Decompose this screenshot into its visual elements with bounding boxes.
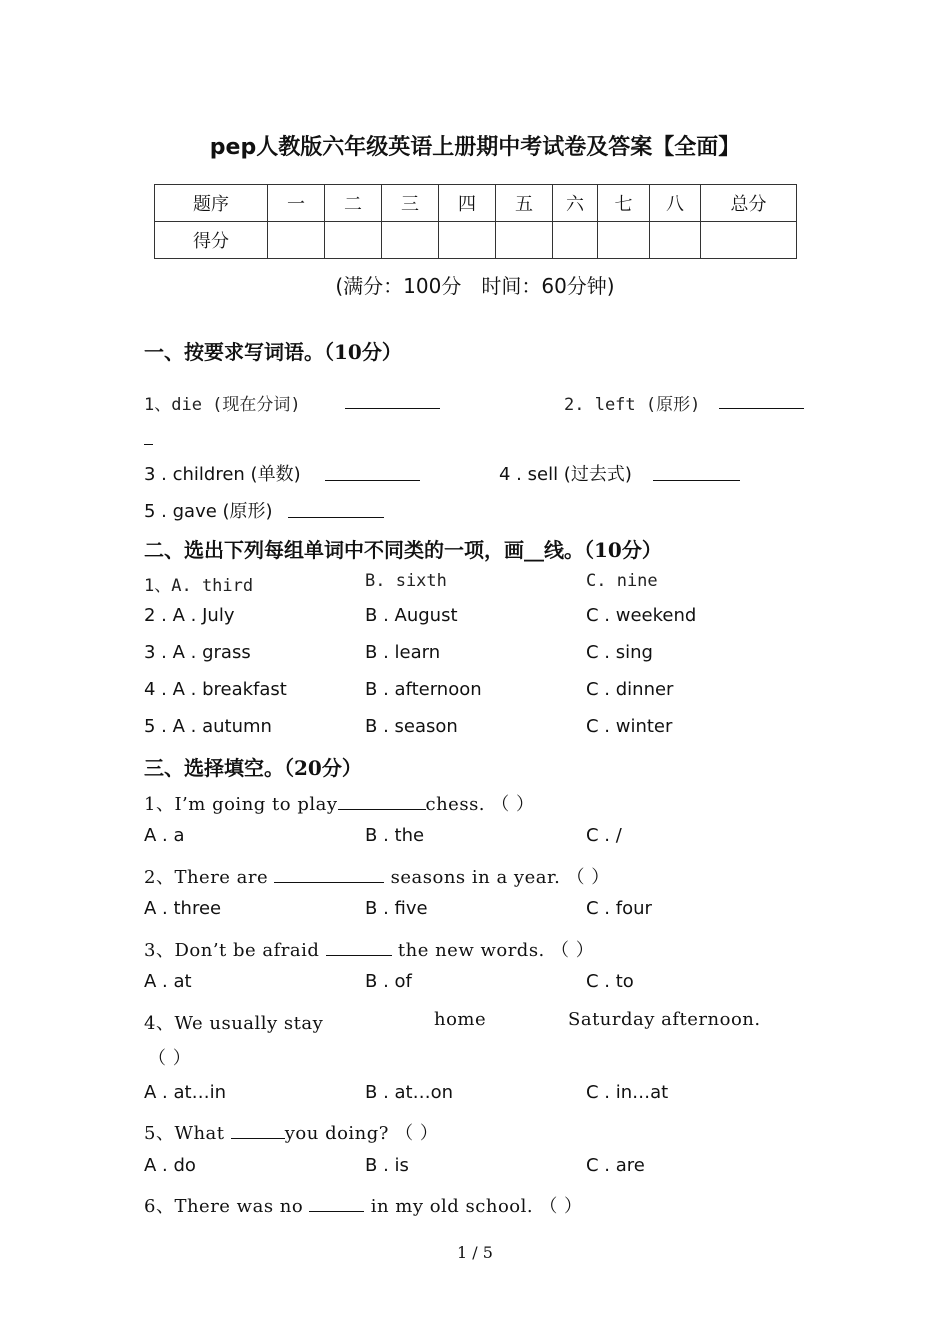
s3-q5-option-c: C . are bbox=[586, 1155, 645, 1176]
s2-row5-option-a: 5 . A . autumn bbox=[144, 716, 272, 737]
s3-q1-text bbox=[144, 790, 534, 816]
s1-q4-answer-blank[interactable] bbox=[653, 464, 740, 481]
s3-q5-text-post: you doing? （ ） bbox=[284, 1123, 439, 1144]
score-header-cell: 一 bbox=[268, 185, 325, 222]
exam-subtitle: (满分：100分 时间：60分钟) bbox=[335, 274, 615, 298]
score-header-cell: 二 bbox=[325, 185, 382, 222]
score-cell[interactable] bbox=[382, 222, 439, 259]
s3-q6-text-pre: 6、There was no bbox=[144, 1196, 304, 1217]
s2-row1-option-c: C. nine bbox=[586, 571, 658, 591]
s3-q4-answer-paren[interactable]: （ ） bbox=[148, 1048, 192, 1069]
s3-q6-blank[interactable] bbox=[309, 1195, 364, 1212]
score-header-cell: 三 bbox=[382, 185, 439, 222]
s1-q1-answer-blank[interactable] bbox=[345, 392, 440, 409]
s3-q3-blank[interactable] bbox=[326, 939, 392, 956]
s2-row2-option-a: 2 . A . July bbox=[144, 605, 235, 626]
s3-q3-text-post: the new words. （ ） bbox=[397, 940, 595, 961]
s2-row1-option-a: 1、A. third bbox=[144, 576, 254, 596]
s2-row3-option-a: 3 . A . grass bbox=[144, 642, 251, 663]
s3-q5-blank[interactable] bbox=[231, 1122, 285, 1139]
score-cell[interactable] bbox=[553, 222, 598, 259]
s3-q1-option-c: C . / bbox=[586, 825, 622, 846]
s2-row4-option-b: B . afternoon bbox=[365, 679, 482, 700]
s2-row3-option-b: B . learn bbox=[365, 642, 441, 663]
s3-q3-option-a: A . at bbox=[144, 971, 192, 992]
score-cell[interactable] bbox=[598, 222, 650, 259]
s3-q3-text bbox=[144, 936, 594, 962]
score-cell[interactable] bbox=[325, 222, 382, 259]
score-header-cell: 总分 bbox=[701, 185, 797, 222]
s3-q3-option-c: C . to bbox=[586, 971, 634, 992]
s2-row5-option-b: B . season bbox=[365, 716, 458, 737]
s1-q3-answer-blank[interactable] bbox=[325, 464, 420, 481]
score-header-cell: 七 bbox=[598, 185, 650, 222]
s3-q3-option-b: B . of bbox=[365, 971, 412, 992]
score-table-header-row bbox=[155, 185, 797, 222]
s1-q2-blank-wrap bbox=[144, 430, 153, 445]
s3-q2-blank[interactable] bbox=[274, 866, 384, 883]
score-table-score-row bbox=[155, 222, 797, 259]
s2-row2-option-c: C . weekend bbox=[586, 605, 697, 626]
section3-heading: 三、选择填空。（20分） bbox=[144, 756, 362, 780]
s3-q1-text-post: chess. （ ） bbox=[425, 794, 535, 815]
s3-q2-option-a: A . three bbox=[144, 898, 222, 919]
s3-q4-text-a: 4、We usually stay bbox=[144, 1013, 324, 1034]
s3-q1-option-b: B . the bbox=[365, 825, 425, 846]
s2-row5-option-c: C . winter bbox=[586, 716, 673, 737]
s3-q4-blank-2[interactable] bbox=[490, 1012, 554, 1028]
s2-row4-option-c: C . dinner bbox=[586, 679, 674, 700]
score-cell[interactable] bbox=[268, 222, 325, 259]
s3-q1-text-pre: 1、I’m going to play bbox=[144, 794, 338, 815]
score-cell[interactable] bbox=[650, 222, 701, 259]
s3-q1-option-a: A . a bbox=[144, 825, 185, 846]
s3-q4-option-b: B . at…on bbox=[365, 1082, 454, 1103]
s3-q4-text-c: Saturday afternoon. bbox=[568, 1009, 761, 1030]
score-header-cell: 六 bbox=[553, 185, 598, 222]
s1-q2-answer-blank[interactable] bbox=[719, 392, 804, 409]
score-header-cell: 题序 bbox=[155, 185, 268, 222]
section1-heading: 一、按要求写词语。（10分） bbox=[144, 340, 402, 364]
s3-q4-option-c: C . in…at bbox=[586, 1082, 669, 1103]
s1-question-1: 1、die (现在分词) bbox=[144, 395, 301, 415]
s2-row4-option-a: 4 . A . breakfast bbox=[144, 679, 287, 700]
score-cell[interactable] bbox=[439, 222, 496, 259]
s3-q4-option-a: A . at…in bbox=[144, 1082, 226, 1103]
s3-q4-blank-1[interactable] bbox=[360, 1012, 420, 1028]
s3-q2-option-c: C . four bbox=[586, 898, 652, 919]
score-header-cell: 四 bbox=[439, 185, 496, 222]
s3-q4-text-b: home bbox=[434, 1009, 487, 1030]
score-cell[interactable] bbox=[496, 222, 553, 259]
s1-q5-answer-blank[interactable] bbox=[288, 501, 384, 518]
s3-q3-text-pre: 3、Don’t be afraid bbox=[144, 940, 320, 961]
score-table bbox=[154, 184, 797, 259]
score-cell[interactable] bbox=[701, 222, 797, 259]
page-number: 1 / 5 bbox=[457, 1243, 493, 1262]
s3-q2-text-pre: 2、There are bbox=[144, 867, 269, 888]
score-header-cell: 八 bbox=[650, 185, 701, 222]
s3-q6-text-post: in my old school. （ ） bbox=[370, 1196, 583, 1217]
s3-q2-text-post: seasons in a year. （ ） bbox=[390, 867, 610, 888]
s3-q5-option-b: B . is bbox=[365, 1155, 409, 1176]
score-row-label: 得分 bbox=[155, 222, 268, 259]
s1-question-2: 2. left (原形) bbox=[564, 395, 701, 415]
s1-question-3: 3 . children (单数) bbox=[144, 464, 301, 485]
section2-heading: 二、选出下列每组单词中不同类的一项，画__线。（10分） bbox=[144, 538, 662, 562]
s1-question-4: 4 . sell (过去式) bbox=[499, 464, 632, 485]
score-header-cell: 五 bbox=[496, 185, 553, 222]
s2-row1-option-b: B. sixth bbox=[365, 571, 447, 591]
s3-q5-option-a: A . do bbox=[144, 1155, 196, 1176]
s3-q5-text-pre: 5、What bbox=[144, 1123, 225, 1144]
s3-q6-text bbox=[144, 1192, 583, 1218]
s3-q2-option-b: B . five bbox=[365, 898, 428, 919]
page-title: pep人教版六年级英语上册期中考试卷及答案【全面】 bbox=[209, 135, 741, 160]
s2-row3-option-c: C . sing bbox=[586, 642, 653, 663]
s3-q2-text bbox=[144, 863, 610, 889]
s3-q1-blank[interactable] bbox=[338, 793, 426, 810]
s2-row2-option-b: B . August bbox=[365, 605, 458, 626]
s1-question-5: 5 . gave (原形) bbox=[144, 501, 273, 522]
s3-q5-text bbox=[144, 1119, 438, 1145]
